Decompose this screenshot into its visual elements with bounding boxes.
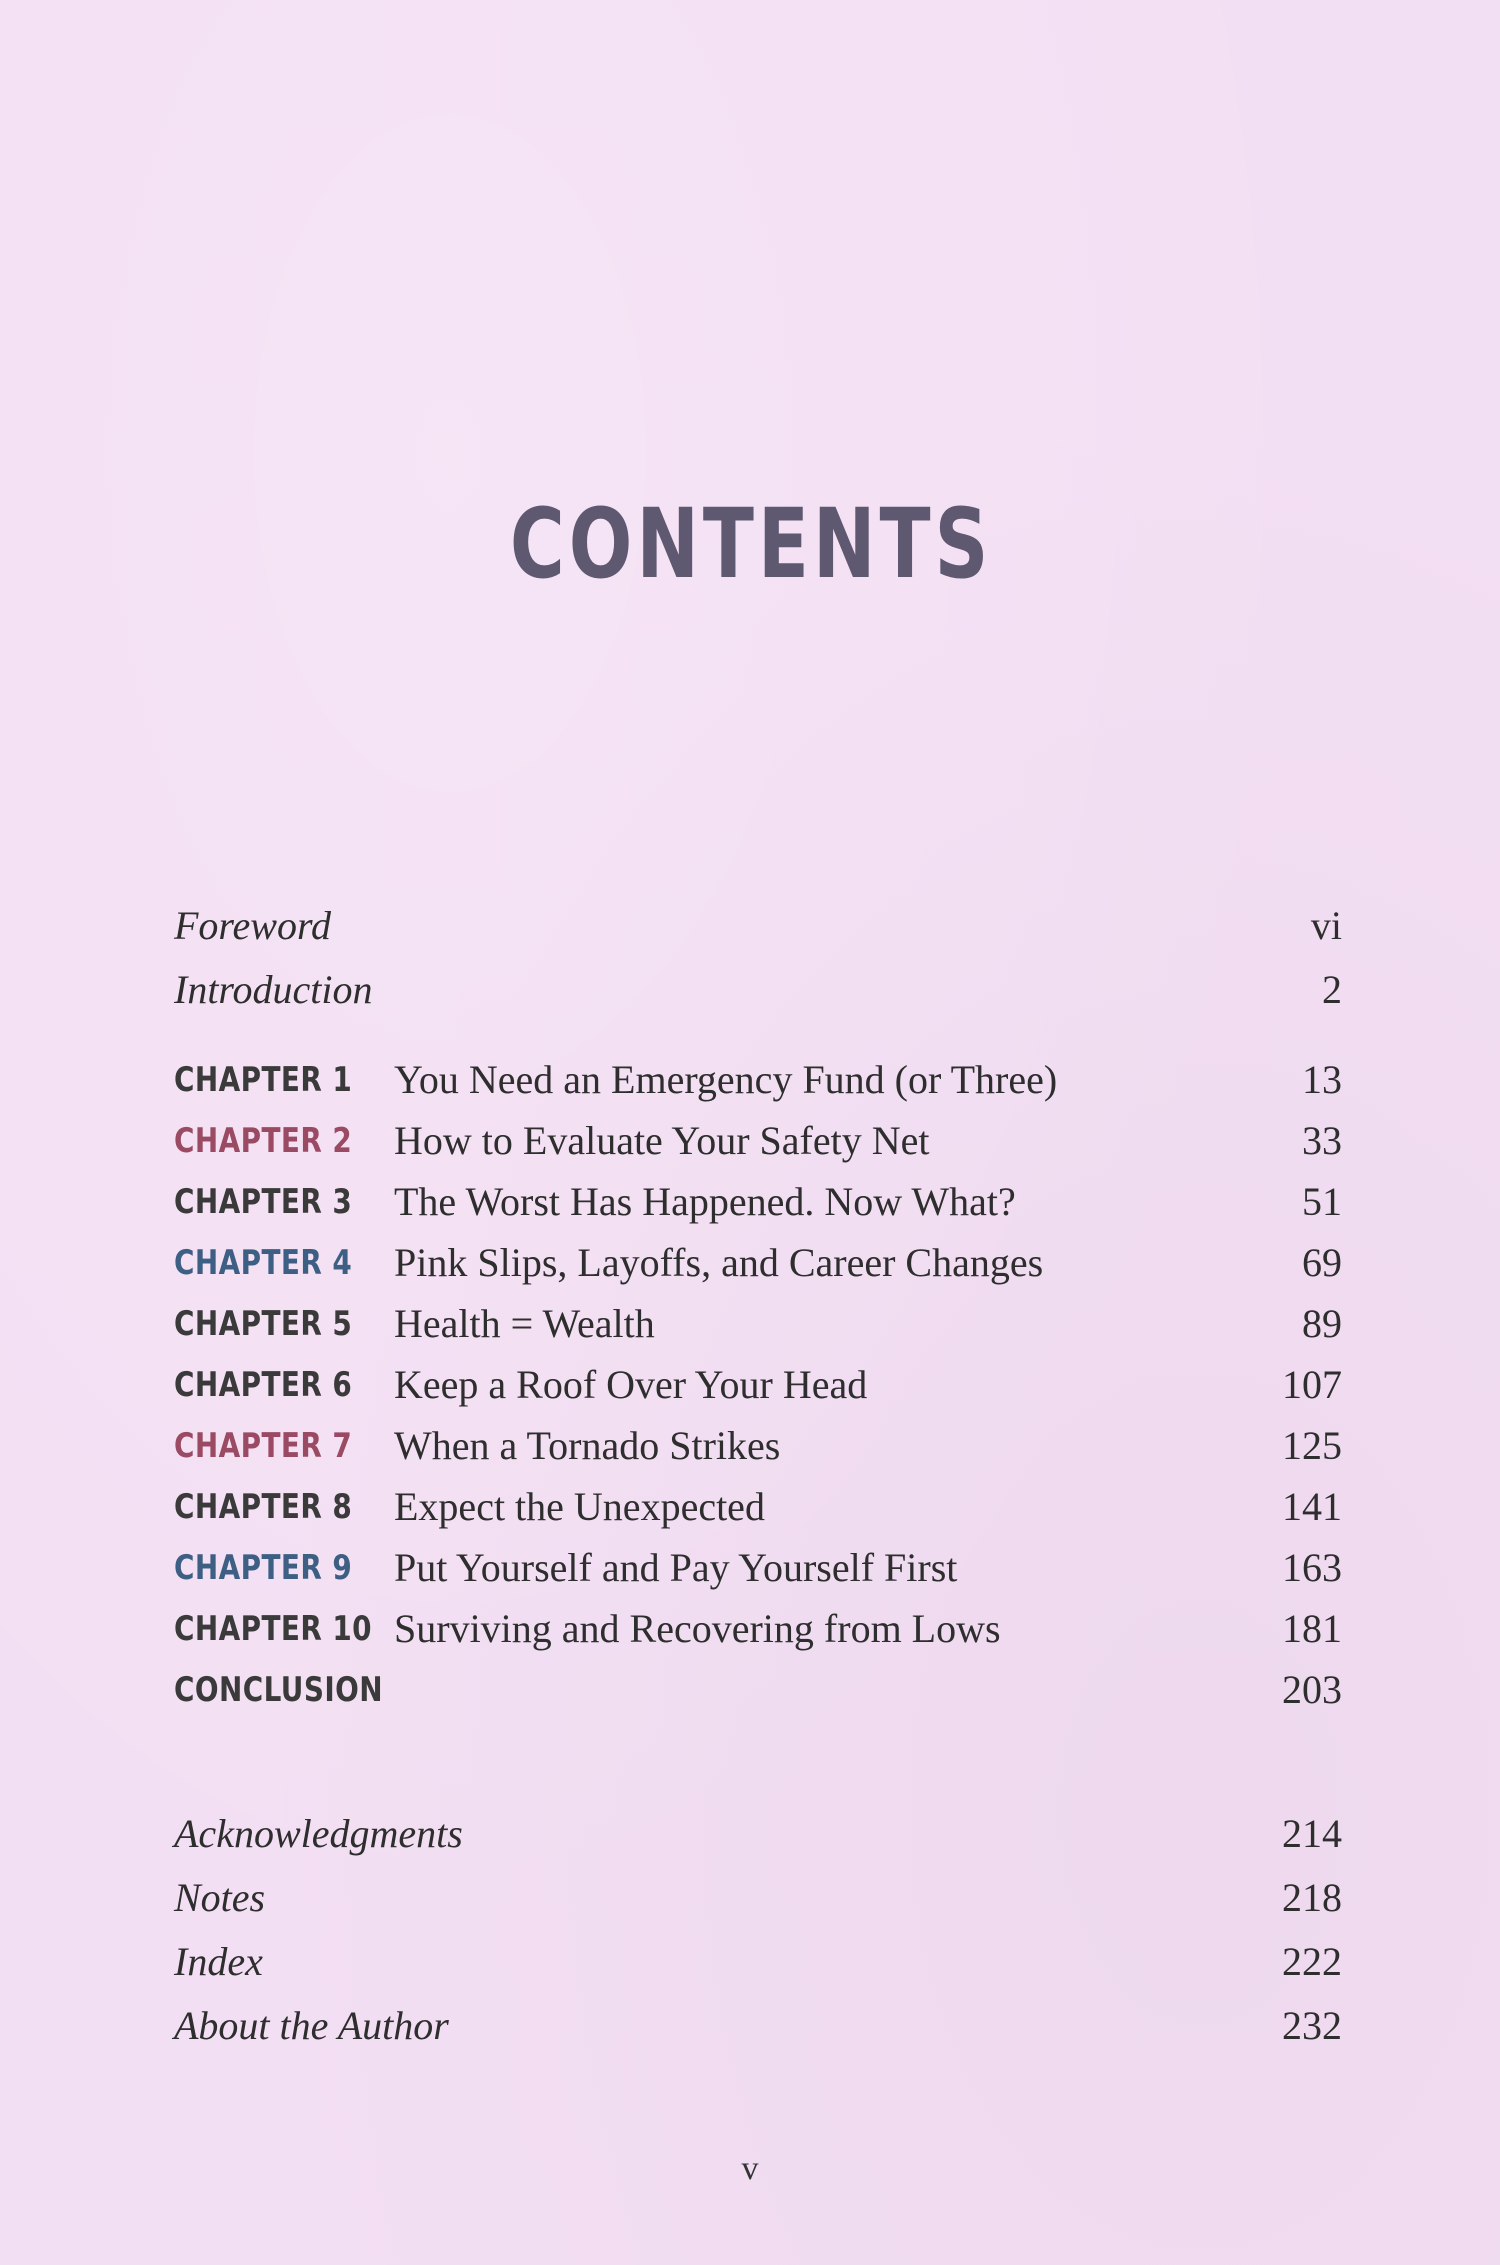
page-number: 163: [1282, 1545, 1342, 1590]
toc-entry-chapter-5[interactable]: [174, 1296, 1342, 1352]
entry-label: Foreword: [174, 903, 332, 948]
chapter-label: CHAPTER 7: [174, 1426, 353, 1466]
page-number: 218: [1282, 1875, 1342, 1920]
toc-entry-conclusion[interactable]: [174, 1662, 1342, 1718]
chapter-title: Health = Wealth: [394, 1301, 655, 1346]
entry-label: Notes: [174, 1875, 266, 1920]
toc-entry-chapter-10[interactable]: [174, 1601, 1342, 1657]
toc-entry-chapter-2[interactable]: [174, 1113, 1342, 1169]
entry-label: Introduction: [174, 967, 373, 1012]
page-number: 141: [1282, 1484, 1342, 1529]
toc-entry-notes[interactable]: [174, 1870, 1342, 1926]
page-title: CONTENTS: [509, 488, 993, 600]
page-number: 232: [1282, 2003, 1342, 2048]
page-number: 203: [1282, 1667, 1342, 1712]
page-number: 214: [1282, 1811, 1342, 1856]
toc-entry-chapter-8[interactable]: [174, 1479, 1342, 1535]
chapter-title: You Need an Emergency Fund (or Three): [394, 1057, 1058, 1102]
toc-entry-chapter-1[interactable]: [174, 1052, 1342, 1108]
toc-entry-introduction[interactable]: [174, 962, 1342, 1018]
toc-entry-chapter-4[interactable]: [174, 1235, 1342, 1291]
toc-entry-foreword[interactable]: [174, 898, 1342, 954]
chapter-label: CHAPTER 10: [174, 1609, 372, 1649]
page-number: 181: [1282, 1606, 1342, 1651]
page-number: 2: [1322, 967, 1342, 1012]
toc-entry-chapter-6[interactable]: [174, 1357, 1342, 1413]
toc-entry-about-the-author[interactable]: [174, 1998, 1342, 2054]
chapter-title: Pink Slips, Layoffs, and Career Changes: [394, 1240, 1044, 1285]
chapter-title: Expect the Unexpected: [394, 1484, 765, 1529]
toc-entry-chapter-9[interactable]: [174, 1540, 1342, 1596]
chapter-label: CHAPTER 5: [174, 1304, 353, 1344]
page-number: 69: [1302, 1240, 1342, 1285]
chapter-title: Surviving and Recovering from Lows: [394, 1606, 1001, 1651]
page-number: 125: [1282, 1423, 1342, 1468]
chapter-label: CONCLUSION: [174, 1670, 383, 1710]
entry-label: About the Author: [174, 2003, 449, 2048]
toc-entry-chapter-3[interactable]: [174, 1174, 1342, 1230]
chapter-title: How to Evaluate Your Safety Net: [394, 1118, 930, 1163]
page-number: 222: [1282, 1939, 1342, 1984]
chapter-label: CHAPTER 1: [174, 1060, 353, 1100]
page-folio: v: [741, 2150, 759, 2187]
page-number: 33: [1302, 1118, 1342, 1163]
page-number: vi: [1310, 903, 1342, 948]
chapter-label: CHAPTER 6: [174, 1365, 353, 1405]
entry-label: Acknowledgments: [174, 1811, 463, 1856]
chapter-title: The Worst Has Happened. Now What?: [394, 1179, 1016, 1224]
page-number: 107: [1282, 1362, 1342, 1407]
page-number: 51: [1302, 1179, 1342, 1224]
chapter-label: CHAPTER 4: [174, 1243, 353, 1283]
toc-entry-index[interactable]: [174, 1934, 1342, 1990]
chapter-label: CHAPTER 9: [174, 1548, 353, 1588]
chapter-title: Put Yourself and Pay Yourself First: [394, 1545, 958, 1590]
chapter-title: When a Tornado Strikes: [394, 1423, 781, 1468]
chapter-label: CHAPTER 3: [174, 1182, 353, 1222]
page-number: 13: [1302, 1057, 1342, 1102]
entry-label: Index: [174, 1939, 263, 1984]
toc-entry-chapter-7[interactable]: [174, 1418, 1342, 1474]
chapter-label: CHAPTER 2: [174, 1121, 353, 1161]
chapter-label: CHAPTER 8: [174, 1487, 353, 1527]
toc-entry-acknowledgments[interactable]: [174, 1806, 1342, 1862]
chapter-title: Keep a Roof Over Your Head: [394, 1362, 868, 1407]
page-number: 89: [1302, 1301, 1342, 1346]
